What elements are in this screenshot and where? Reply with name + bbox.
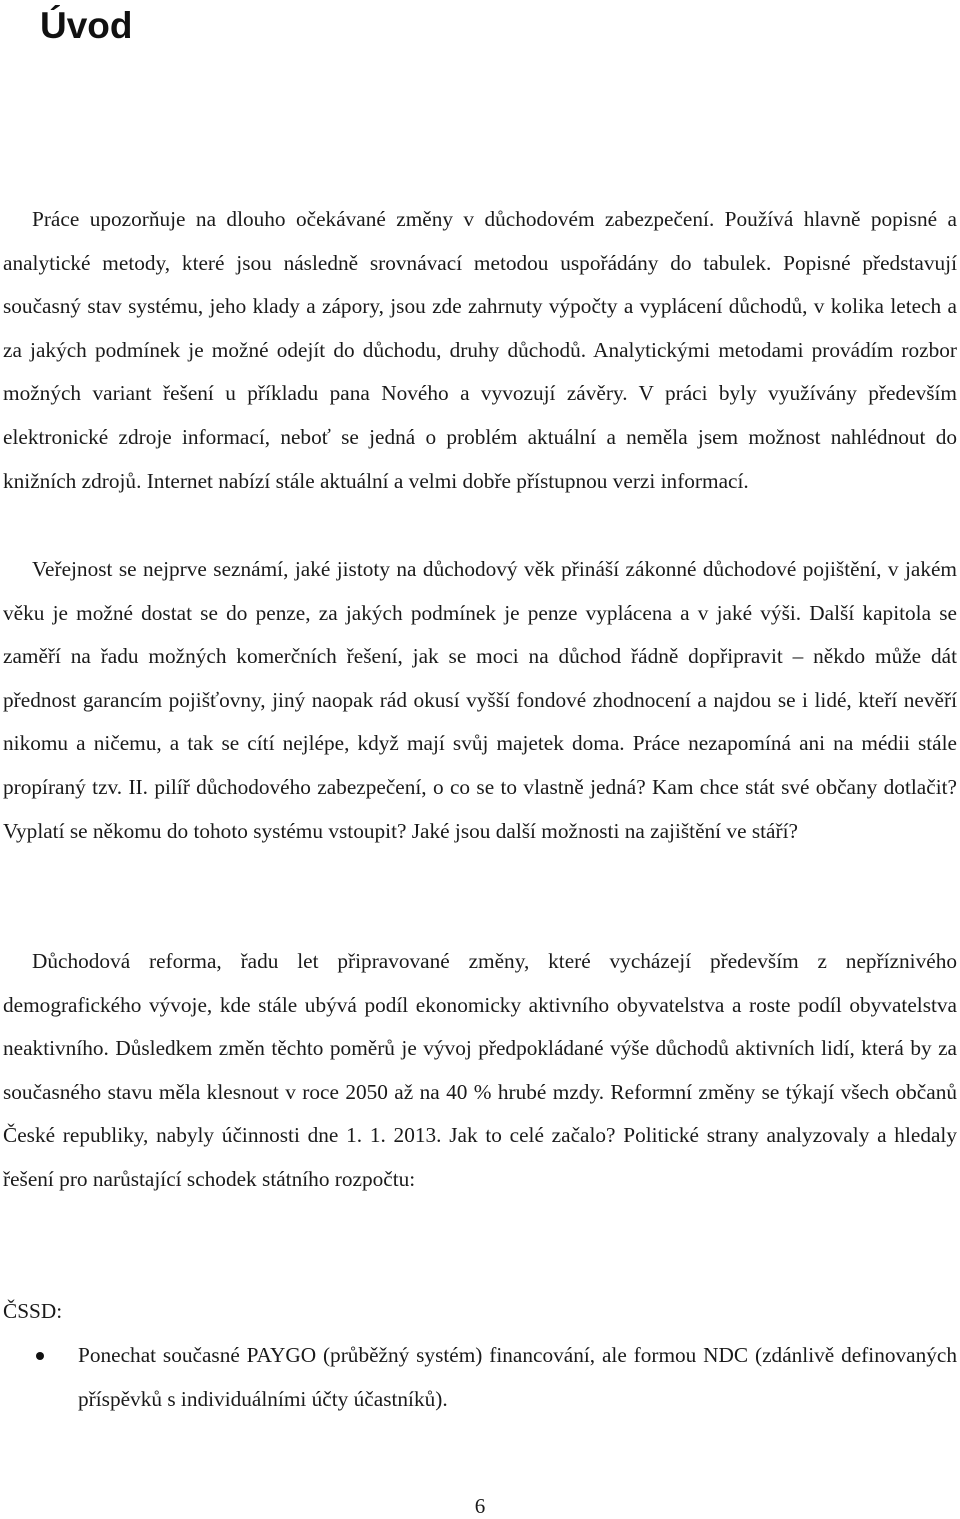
- section-heading: Úvod: [40, 5, 133, 46]
- bullet-list: [3, 1334, 957, 1421]
- bullet-item: [3, 1334, 957, 1421]
- paragraph-public: Veřejnost se nejprve seznámí, jaké jistoty na důchodový věk přináší zákonné důchodové pojištění, v jakém věku je možné dostat se do penze, za jakých podmínek je penze vyplácena a v jaké výši. Další kapitola se zaměří na řadu možných komerčních řešení, jak se moci na důchod řádně dopřipravit – někdo může dát přednost garancím pojišťovny, jiný naopak rád okusí vyšší fondové zhodnocení a najdou se i lidé, kteří nevěří nikomu a ničemu, a tak se cítí nejlépe, když mají svůj majetek doma. Práce nezapomíná ani na médii stále propíraný tzv. II. pilíř důchodového zabezpečení, o co se to vlastně jedná? Kam chce stát své občany dotlačit? Vyplatí se někomu do tohoto systému vstoupit? Jaké jsou další možnosti na zajištění ve stáří?: [3, 557, 957, 843]
- bullet-dot-icon: [36, 1352, 44, 1360]
- bullet-text: Ponechat současné PAYGO (průběžný systém) financování, ale formou NDC (zdánlivě definovaných příspěvků s individuálními účty účastníků).: [78, 1343, 957, 1411]
- paragraph-intro: Práce upozorňuje na dlouho očekávané změny v důchodovém zabezpečení. Používá hlavně popisné a analytické metody, které jsou následně srovnávací metodou uspořádány do tabulek. Popisné představují současný stav systému, jeho klady a zápory, jsou zde zahrnuty výpočty a vyplácení důchodů, v kolika letech a za jakých podmínek je možné odejít do důchodu, druhy důchodů. Analytickými metodami provádím rozbor možných variant řešení u příkladu pana Nového a vyvozují závěry. V práci byly využívány především elektronické zdroje informací, neboť se jedná o problém aktuální a neměla jsem možnost nahlédnout do knižních zdrojů. Internet nabízí stále aktuální a velmi dobře přístupnou verzi informací.: [3, 207, 957, 493]
- page-number: 6: [474, 1494, 486, 1518]
- party-label: ČSSD:: [3, 1299, 63, 1323]
- paragraph-reform: Důchodová reforma, řadu let připravované změny, které vycházejí především z nepříznivého demografického vývoje, kde stále ubývá podíl ekonomicky aktivního obyvatelstva a roste podíl obyvatelstva neaktivního. Důsledkem změn těchto poměrů je vývoj předpokládané výše důchodů aktivních lidí, která by za současného stavu měla klesnout v roce 2050 až na 40 % hrubé mzdy. Reformní změny se týkají všech občanů České republiky, nabyly účinnosti dne 1. 1. 2013. Jak to celé začalo? Politické strany analyzovaly a hledaly řešení pro narůstající schodek státního rozpočtu:: [3, 949, 957, 1191]
